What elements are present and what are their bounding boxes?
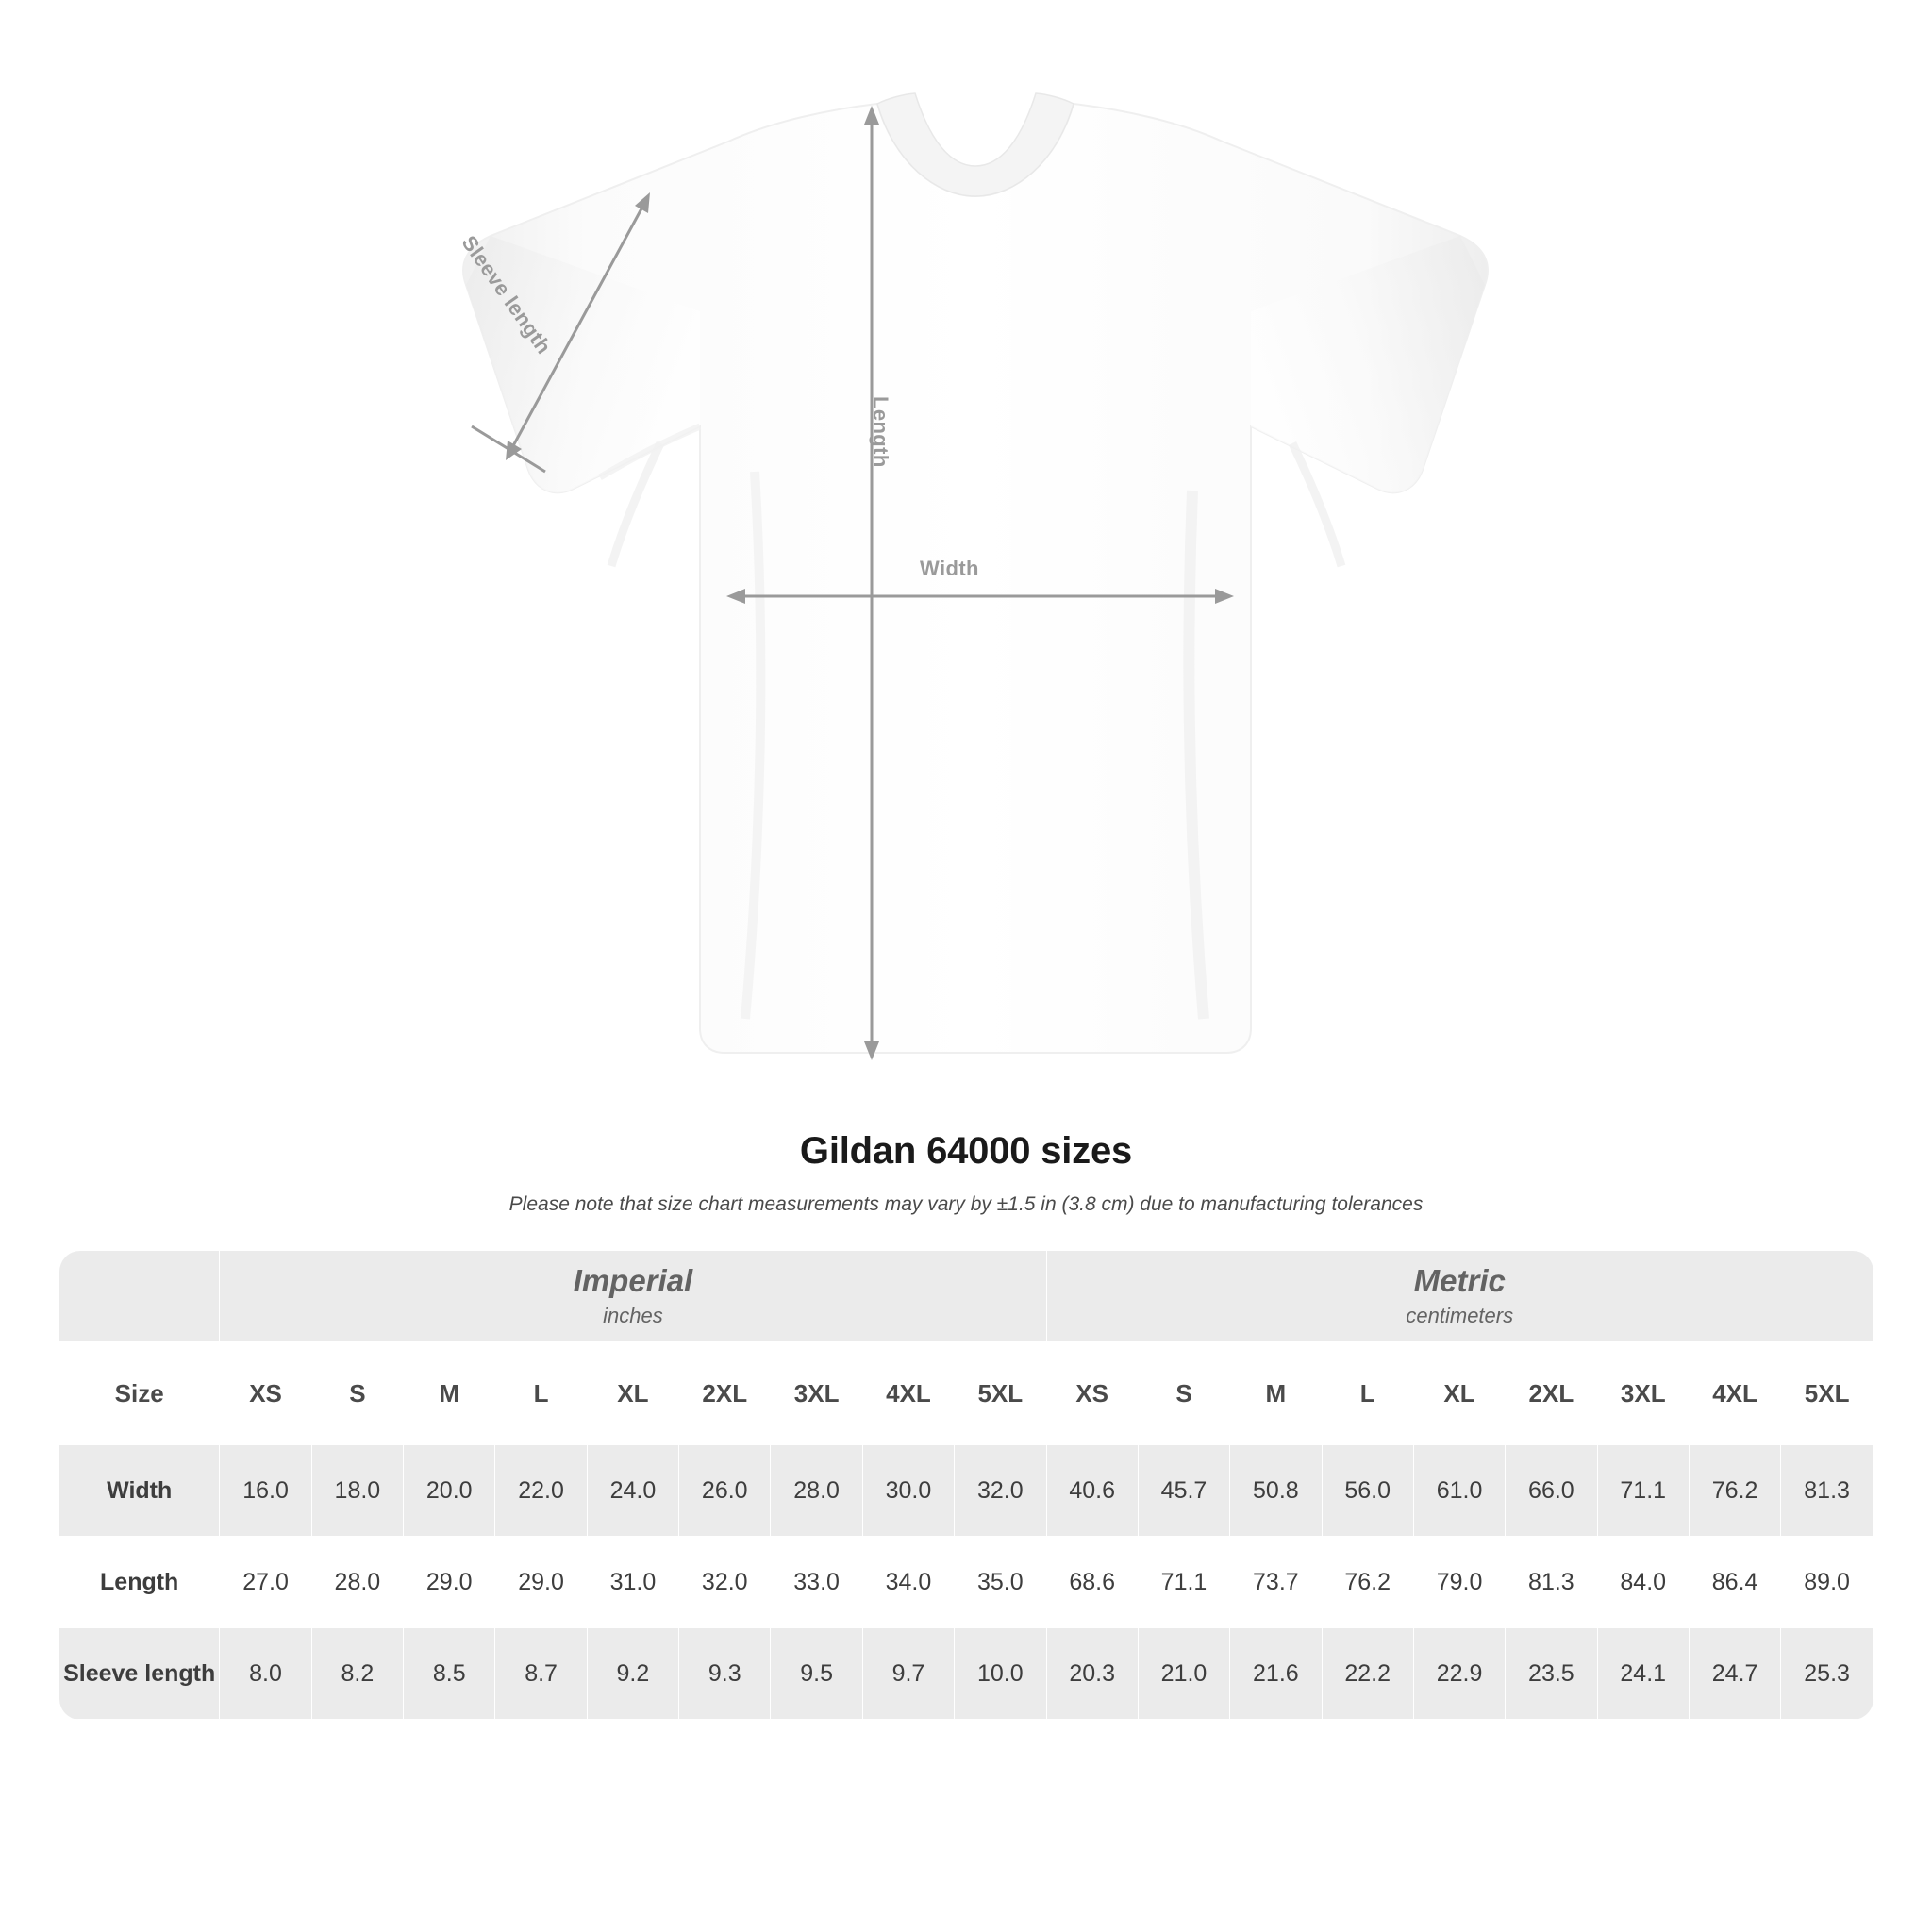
cell-sleeve-4xl-cm: 24.7 [1689, 1628, 1780, 1720]
table-corner-cell [59, 1251, 220, 1342]
size-table-container [58, 1250, 1874, 1720]
cell-width-5xl-cm: 81.3 [1781, 1445, 1874, 1537]
size-cell-m-metric: M [1230, 1342, 1322, 1445]
chart-header [0, 1130, 1932, 1216]
cell-sleeve-2xl-cm: 23.5 [1506, 1628, 1597, 1720]
cell-length-s-in: 28.0 [311, 1537, 403, 1628]
cell-width-5xl-in: 32.0 [955, 1445, 1046, 1537]
size-cell-xs-metric: XS [1046, 1342, 1138, 1445]
size-cell-4xl-metric: 4XL [1689, 1342, 1780, 1445]
cell-sleeve-5xl-in: 10.0 [955, 1628, 1046, 1720]
cell-width-l-in: 22.0 [495, 1445, 587, 1537]
cell-length-m-cm: 73.7 [1230, 1537, 1322, 1628]
size-header-row [59, 1342, 1874, 1445]
unit-group-imperial-sub: inches [603, 1304, 663, 1328]
cell-sleeve-xs-cm: 20.3 [1046, 1628, 1138, 1720]
size-row-label: Size [59, 1342, 220, 1445]
size-cell-xl-imperial: XL [587, 1342, 678, 1445]
row-label-width: Width [59, 1445, 220, 1537]
cell-width-l-cm: 56.0 [1322, 1445, 1413, 1537]
cell-sleeve-3xl-cm: 24.1 [1597, 1628, 1689, 1720]
cell-length-3xl-in: 33.0 [771, 1537, 862, 1628]
cell-width-xs-cm: 40.6 [1046, 1445, 1138, 1537]
cell-sleeve-l-in: 8.7 [495, 1628, 587, 1720]
length-dimension-label: Length [869, 396, 892, 468]
size-cell-xs-imperial: XS [220, 1342, 311, 1445]
table-row [59, 1537, 1874, 1628]
cell-width-4xl-cm: 76.2 [1689, 1445, 1780, 1537]
cell-sleeve-s-cm: 21.0 [1138, 1628, 1229, 1720]
size-cell-3xl-metric: 3XL [1597, 1342, 1689, 1445]
cell-sleeve-xs-in: 8.0 [220, 1628, 311, 1720]
cell-width-m-in: 20.0 [404, 1445, 495, 1537]
size-table [58, 1250, 1874, 1720]
unit-group-imperial-name: Imperial [573, 1262, 693, 1298]
cell-width-s-cm: 45.7 [1138, 1445, 1229, 1537]
unit-group-metric-name: Metric [1413, 1262, 1506, 1298]
size-cell-3xl-imperial: 3XL [771, 1342, 862, 1445]
cell-sleeve-xl-cm: 22.9 [1413, 1628, 1505, 1720]
size-cell-5xl-metric: 5XL [1781, 1342, 1874, 1445]
cell-sleeve-4xl-in: 9.7 [862, 1628, 954, 1720]
unit-group-metric-sub: centimeters [1406, 1304, 1514, 1328]
cell-width-2xl-cm: 66.0 [1506, 1445, 1597, 1537]
cell-length-5xl-in: 35.0 [955, 1537, 1046, 1628]
width-dimension-label: Width [920, 557, 979, 580]
table-row [59, 1628, 1874, 1720]
cell-sleeve-m-in: 8.5 [404, 1628, 495, 1720]
cell-width-xl-in: 24.0 [587, 1445, 678, 1537]
sleeve-length-dimension-label: Sleeve length [457, 231, 557, 358]
cell-length-4xl-in: 34.0 [862, 1537, 954, 1628]
size-cell-l-metric: L [1322, 1342, 1413, 1445]
size-cell-m-imperial: M [404, 1342, 495, 1445]
unit-group-imperial [220, 1251, 1046, 1342]
cell-length-3xl-cm: 84.0 [1597, 1537, 1689, 1628]
cell-length-2xl-cm: 81.3 [1506, 1537, 1597, 1628]
cell-length-m-in: 29.0 [404, 1537, 495, 1628]
size-cell-s-imperial: S [311, 1342, 403, 1445]
cell-width-s-in: 18.0 [311, 1445, 403, 1537]
cell-sleeve-m-cm: 21.6 [1230, 1628, 1322, 1720]
cell-sleeve-xl-in: 9.2 [587, 1628, 678, 1720]
row-label-sleeve-length: Sleeve length [59, 1628, 220, 1720]
table-row [59, 1445, 1874, 1537]
cell-width-m-cm: 50.8 [1230, 1445, 1322, 1537]
cell-width-3xl-cm: 71.1 [1597, 1445, 1689, 1537]
cell-length-2xl-in: 32.0 [679, 1537, 771, 1628]
cell-width-4xl-in: 30.0 [862, 1445, 954, 1537]
cell-sleeve-3xl-in: 9.5 [771, 1628, 862, 1720]
cell-length-xl-cm: 79.0 [1413, 1537, 1505, 1628]
size-cell-5xl-imperial: 5XL [955, 1342, 1046, 1445]
cell-length-l-in: 29.0 [495, 1537, 587, 1628]
size-cell-s-metric: S [1138, 1342, 1229, 1445]
unit-header-row [59, 1251, 1874, 1342]
cell-length-l-cm: 76.2 [1322, 1537, 1413, 1628]
cell-sleeve-2xl-in: 9.3 [679, 1628, 771, 1720]
cell-length-5xl-cm: 89.0 [1781, 1537, 1874, 1628]
unit-group-metric [1046, 1251, 1874, 1342]
size-cell-xl-metric: XL [1413, 1342, 1505, 1445]
size-cell-4xl-imperial: 4XL [862, 1342, 954, 1445]
cell-sleeve-s-in: 8.2 [311, 1628, 403, 1720]
cell-length-xl-in: 31.0 [587, 1537, 678, 1628]
cell-length-4xl-cm: 86.4 [1689, 1537, 1780, 1628]
size-cell-l-imperial: L [495, 1342, 587, 1445]
cell-width-2xl-in: 26.0 [679, 1445, 771, 1537]
cell-length-xs-in: 27.0 [220, 1537, 311, 1628]
cell-width-xs-in: 16.0 [220, 1445, 311, 1537]
cell-sleeve-5xl-cm: 25.3 [1781, 1628, 1874, 1720]
size-cell-2xl-imperial: 2XL [679, 1342, 771, 1445]
size-cell-2xl-metric: 2XL [1506, 1342, 1597, 1445]
tolerance-note: Please note that size chart measurements may vary by ±1.5 in (3.8 cm) due to manufacturing tolerances [508, 1193, 1424, 1215]
row-label-length: Length [59, 1537, 220, 1628]
cell-sleeve-l-cm: 22.2 [1322, 1628, 1413, 1720]
cell-width-3xl-in: 28.0 [771, 1445, 862, 1537]
cell-width-xl-cm: 61.0 [1413, 1445, 1505, 1537]
cell-length-s-cm: 71.1 [1138, 1537, 1229, 1628]
cell-length-xs-cm: 68.6 [1046, 1537, 1138, 1628]
page-title: Gildan 64000 sizes [799, 1130, 1133, 1172]
